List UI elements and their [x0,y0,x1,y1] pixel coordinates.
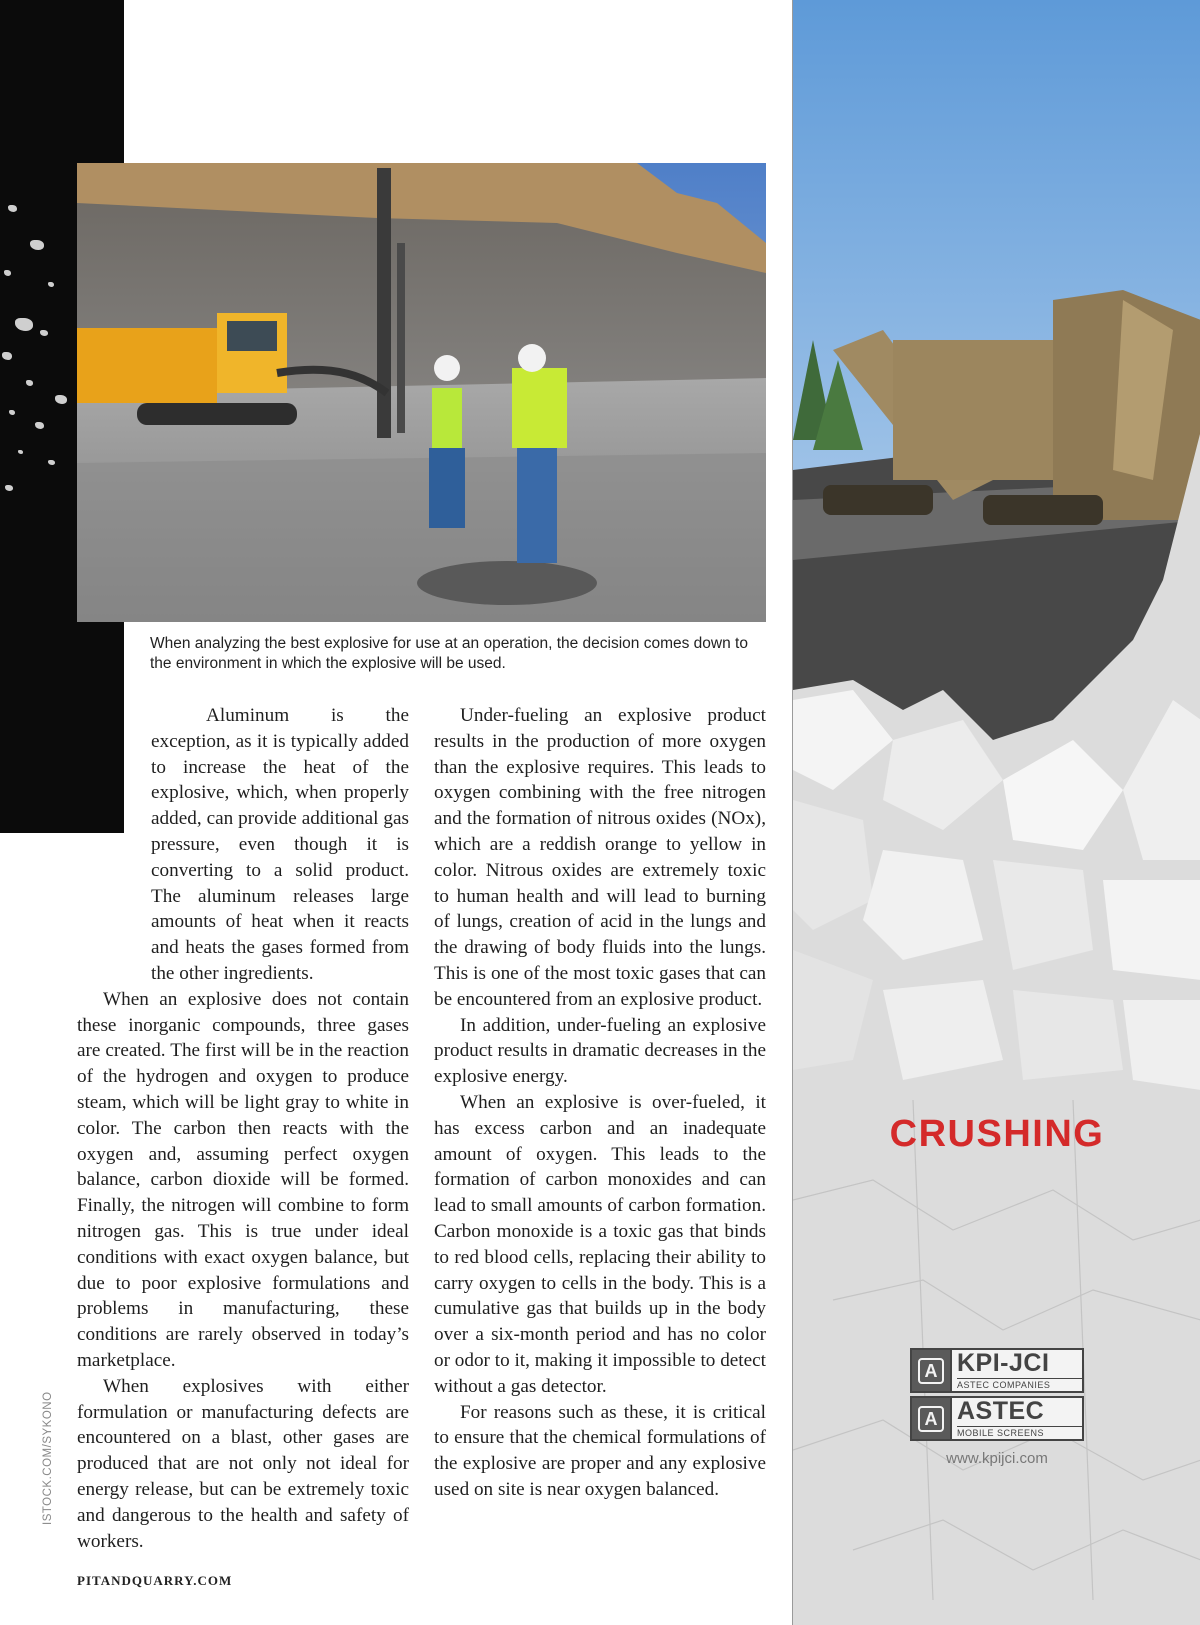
page-footer: PITANDQUARRY.COM [77,1573,233,1588]
quarry-photo [77,163,766,622]
article-left-column [77,703,409,1554]
paragraph: For reasons such as these, it is critical to ensure that the chemical formulations of the explosive are proper and any explosive used on site is near oxygen balanced. [434,1401,766,1500]
a-mark-icon: A [912,1350,952,1391]
paragraph: In addition, under-fueling an explosive product results in dramatic decreases in the explosive energy. [434,1014,766,1088]
paragraph: Under-fueling an explosive product results in the production of more oxygen than the explosive requires. This leads to oxygen combining with the free nitrogen and the formation of nitrous oxides (NOx), which are a reddish orange to yellow in color. Nitrous oxides are extremely toxic to human health and will lead to burning of lungs, creation of acid in the lungs and the drawing of body fluids into the lungs. This is one of the most toxic gases that can be encountered from an explosive product. [434,705,766,1010]
photo-caption: When analyzing the best explosive for use at an operation, the decision comes down to the environment in which the explosive will be used. [150,635,748,672]
logo-subtitle: ASTEC COMPANIES [957,1378,1082,1390]
logo-name: KPI-JCI [957,1349,1050,1377]
photo-credit: ISTOCK.COM/SYKONO [42,1391,54,1525]
logo-name: ASTEC [957,1397,1045,1425]
paragraph: When an explosive is over-fueled, it has excess carbon and an inadequate amount of oxygen. This leads to the formation of carbon monoxides and can lead to small amounts of carbon formation. Carbon monoxide is a toxic gas that binds to red blood cells, replacing their ability to carry oxygen to cells in the body. This is a cumulative gas that builds up in the body over a six-month period and has no color or odor to it, making it impossible to detect without a gas detector. [434,1091,767,1397]
logo-subtitle: MOBILE SCREENS [957,1426,1082,1438]
a-mark-icon: A [912,1398,952,1439]
advertisement[interactable] [792,0,1200,1625]
kpi-jci-logo[interactable] [910,1348,1084,1393]
ad-headline: CRUSHING [889,1113,1105,1155]
paragraph: Aluminum is the exception, as it is typically added to increase the heat of the explosive, which, when properly added, can provide additional gas pressure, even though it is converting to a solid product. The aluminum releases large amounts of heat when it reacts and heats the gases formed from the other ingredients. [151,705,409,984]
astec-logo[interactable] [910,1396,1084,1441]
article-right-column [434,703,766,1503]
ad-url-link[interactable]: www.kpijci.com [946,1450,1048,1467]
paragraph: When an explosive does not contain these inorganic compounds, three gases are created. The first will be in the reaction of the hydrogen and oxygen to produce steam, which will be light gray to white in color. The carbon then reacts with the oxygen and, assuming perfect oxygen balance, carbon dioxide will be formed. Finally, the nitrogen will combine to form nitrogen gas. This is true under ideal conditions with exact oxygen balance, but due to poor explosive formulations and problems in manufacturing, these conditions are rarely observed in today’s marketplace. [77,988,409,1371]
paragraph: When explosives with either formulation or manufacturing defects are encountered on a blast, other gases are produced that are not only not ideal for energy release, but can be extremely toxic and dangerous to the health and safety of workers. [77,1375,409,1552]
